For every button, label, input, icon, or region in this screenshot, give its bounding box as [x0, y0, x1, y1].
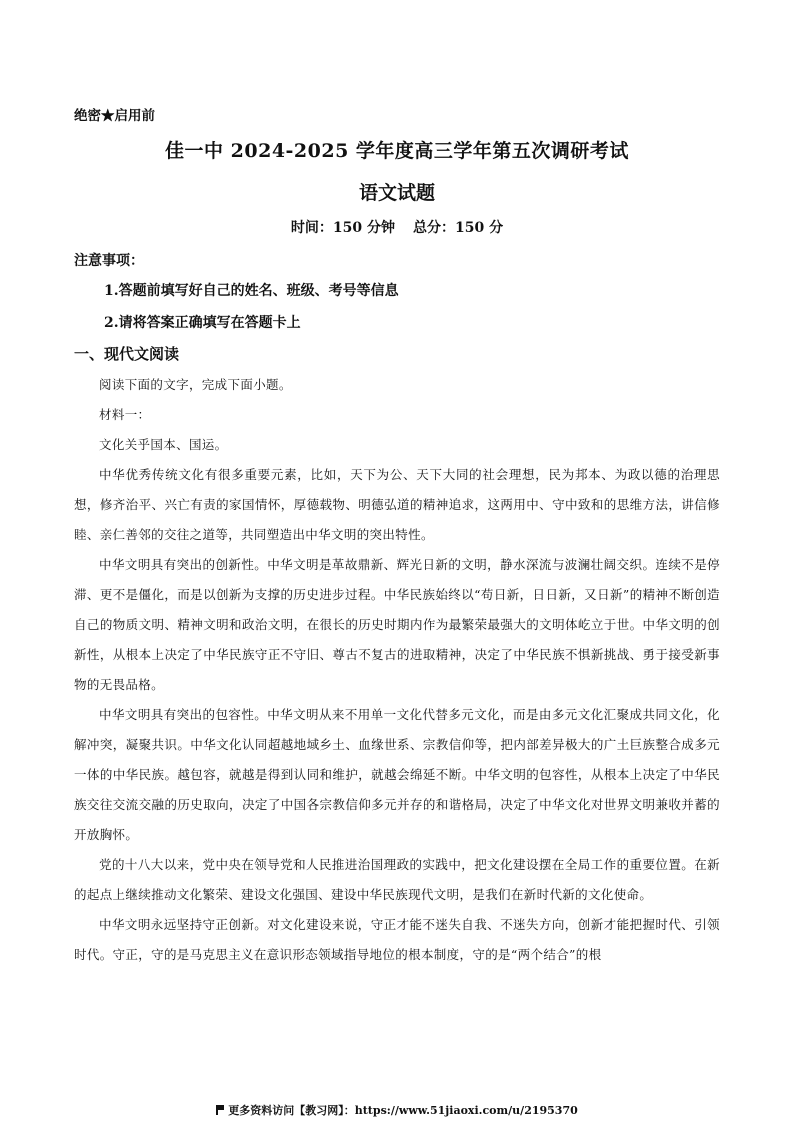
paragraph: 党的十八大以来，党中央在领导党和人民推进治国理政的实践中，把文化建设摆在全局工作的重要位置。在新的起点上继续推动文化繁荣、建设文化强国、建设中华民族现代文明，是我们在新时代新的文化使命。 [74, 857, 720, 902]
footer [0, 1102, 794, 1118]
exam-duration: 时间：150 分钟 [290, 220, 395, 236]
paragraph: 中华文明具有突出的包容性。中华文明从来不用单一文化代替多元文化，而是由多元文化汇聚成共同文化，化解冲突，凝聚共识。中华文化认同超越地域乡土、血缘世系、宗教信仰等，把内部差异极大的广土巨族整合成多元一体的中华民族。越包容，就越是得到认同和维护，就越会绵延不断。中华文明的包容性，从根本上决定了中华民族交往交流交融的历史取向，决定了中国各宗教信仰多元并存的和谐格局，决定了中华文化对世界文明兼收并蓄的开放胸怀。 [74, 707, 720, 842]
exam-subtitle: 语文试题 [358, 182, 435, 204]
flag-icon [216, 1106, 224, 1114]
exam-time-info [0, 217, 794, 237]
secret-mark: 绝密★启用前 [74, 108, 155, 124]
notice-item: 1.答题前填写好自己的姓名、班级、考号等信息 [104, 283, 399, 299]
notice-item: 2.请将答案正确填写在答题卡上 [104, 315, 301, 331]
exam-title: 佳一中 2024-2025 学年度高三学年第五次调研考试 [165, 140, 629, 162]
reading-passage [74, 370, 720, 970]
notice-heading: 注意事项： [74, 253, 144, 269]
footer-link-text[interactable]: 更多资料访问【教习网】：https://www.51jiaoxi.com/u/2195370 [228, 1104, 578, 1117]
exam-total-score: 总分：150 分 [413, 220, 504, 236]
paragraph: 中华文明永远坚持守正创新。对文化建设来说，守正才能不迷失自我、不迷失方向，创新才能把握时代、引领时代。守正，守的是马克思主义在意识形态领域指导地位的根本制度，守的是“两个结合”的根 [74, 917, 720, 962]
paragraph: 文化关乎国本、国运。 [99, 437, 228, 452]
paragraph: 材料一： [99, 407, 151, 422]
paragraph: 中华优秀传统文化有很多重要元素，比如，天下为公、天下大同的社会理想，民为邦本、为政以德的治理思想，修齐治平、兴亡有责的家国情怀，厚德载物、明德弘道的精神追求，这两用中、守中致和的思维方法，讲信修睦、亲仁善邻的交往之道等，共同塑造出中华文明的突出特性。 [74, 467, 720, 542]
section-heading: 一、现代文阅读 [74, 345, 180, 363]
paragraph: 中华文明具有突出的创新性。中华文明是革故鼎新、辉光日新的文明，静水深流与波澜壮阔交织。连续不是停滞、更不是僵化，而是以创新为支撑的历史进步过程。中华民族始终以“苟日新，日日新，又日新”的精神不断创造自己的物质文明、精神文明和政治文明，在很长的历史时期内作为最繁荣最强大的文明体屹立于世。中华文明的创新性，从根本上决定了中华民族守正不守旧、尊古不复古的进取精神，决定了中华民族不惧新挑战、勇于接受新事物的无畏品格。 [74, 557, 720, 692]
paragraph: 阅读下面的文字，完成下面小题。 [99, 377, 292, 392]
